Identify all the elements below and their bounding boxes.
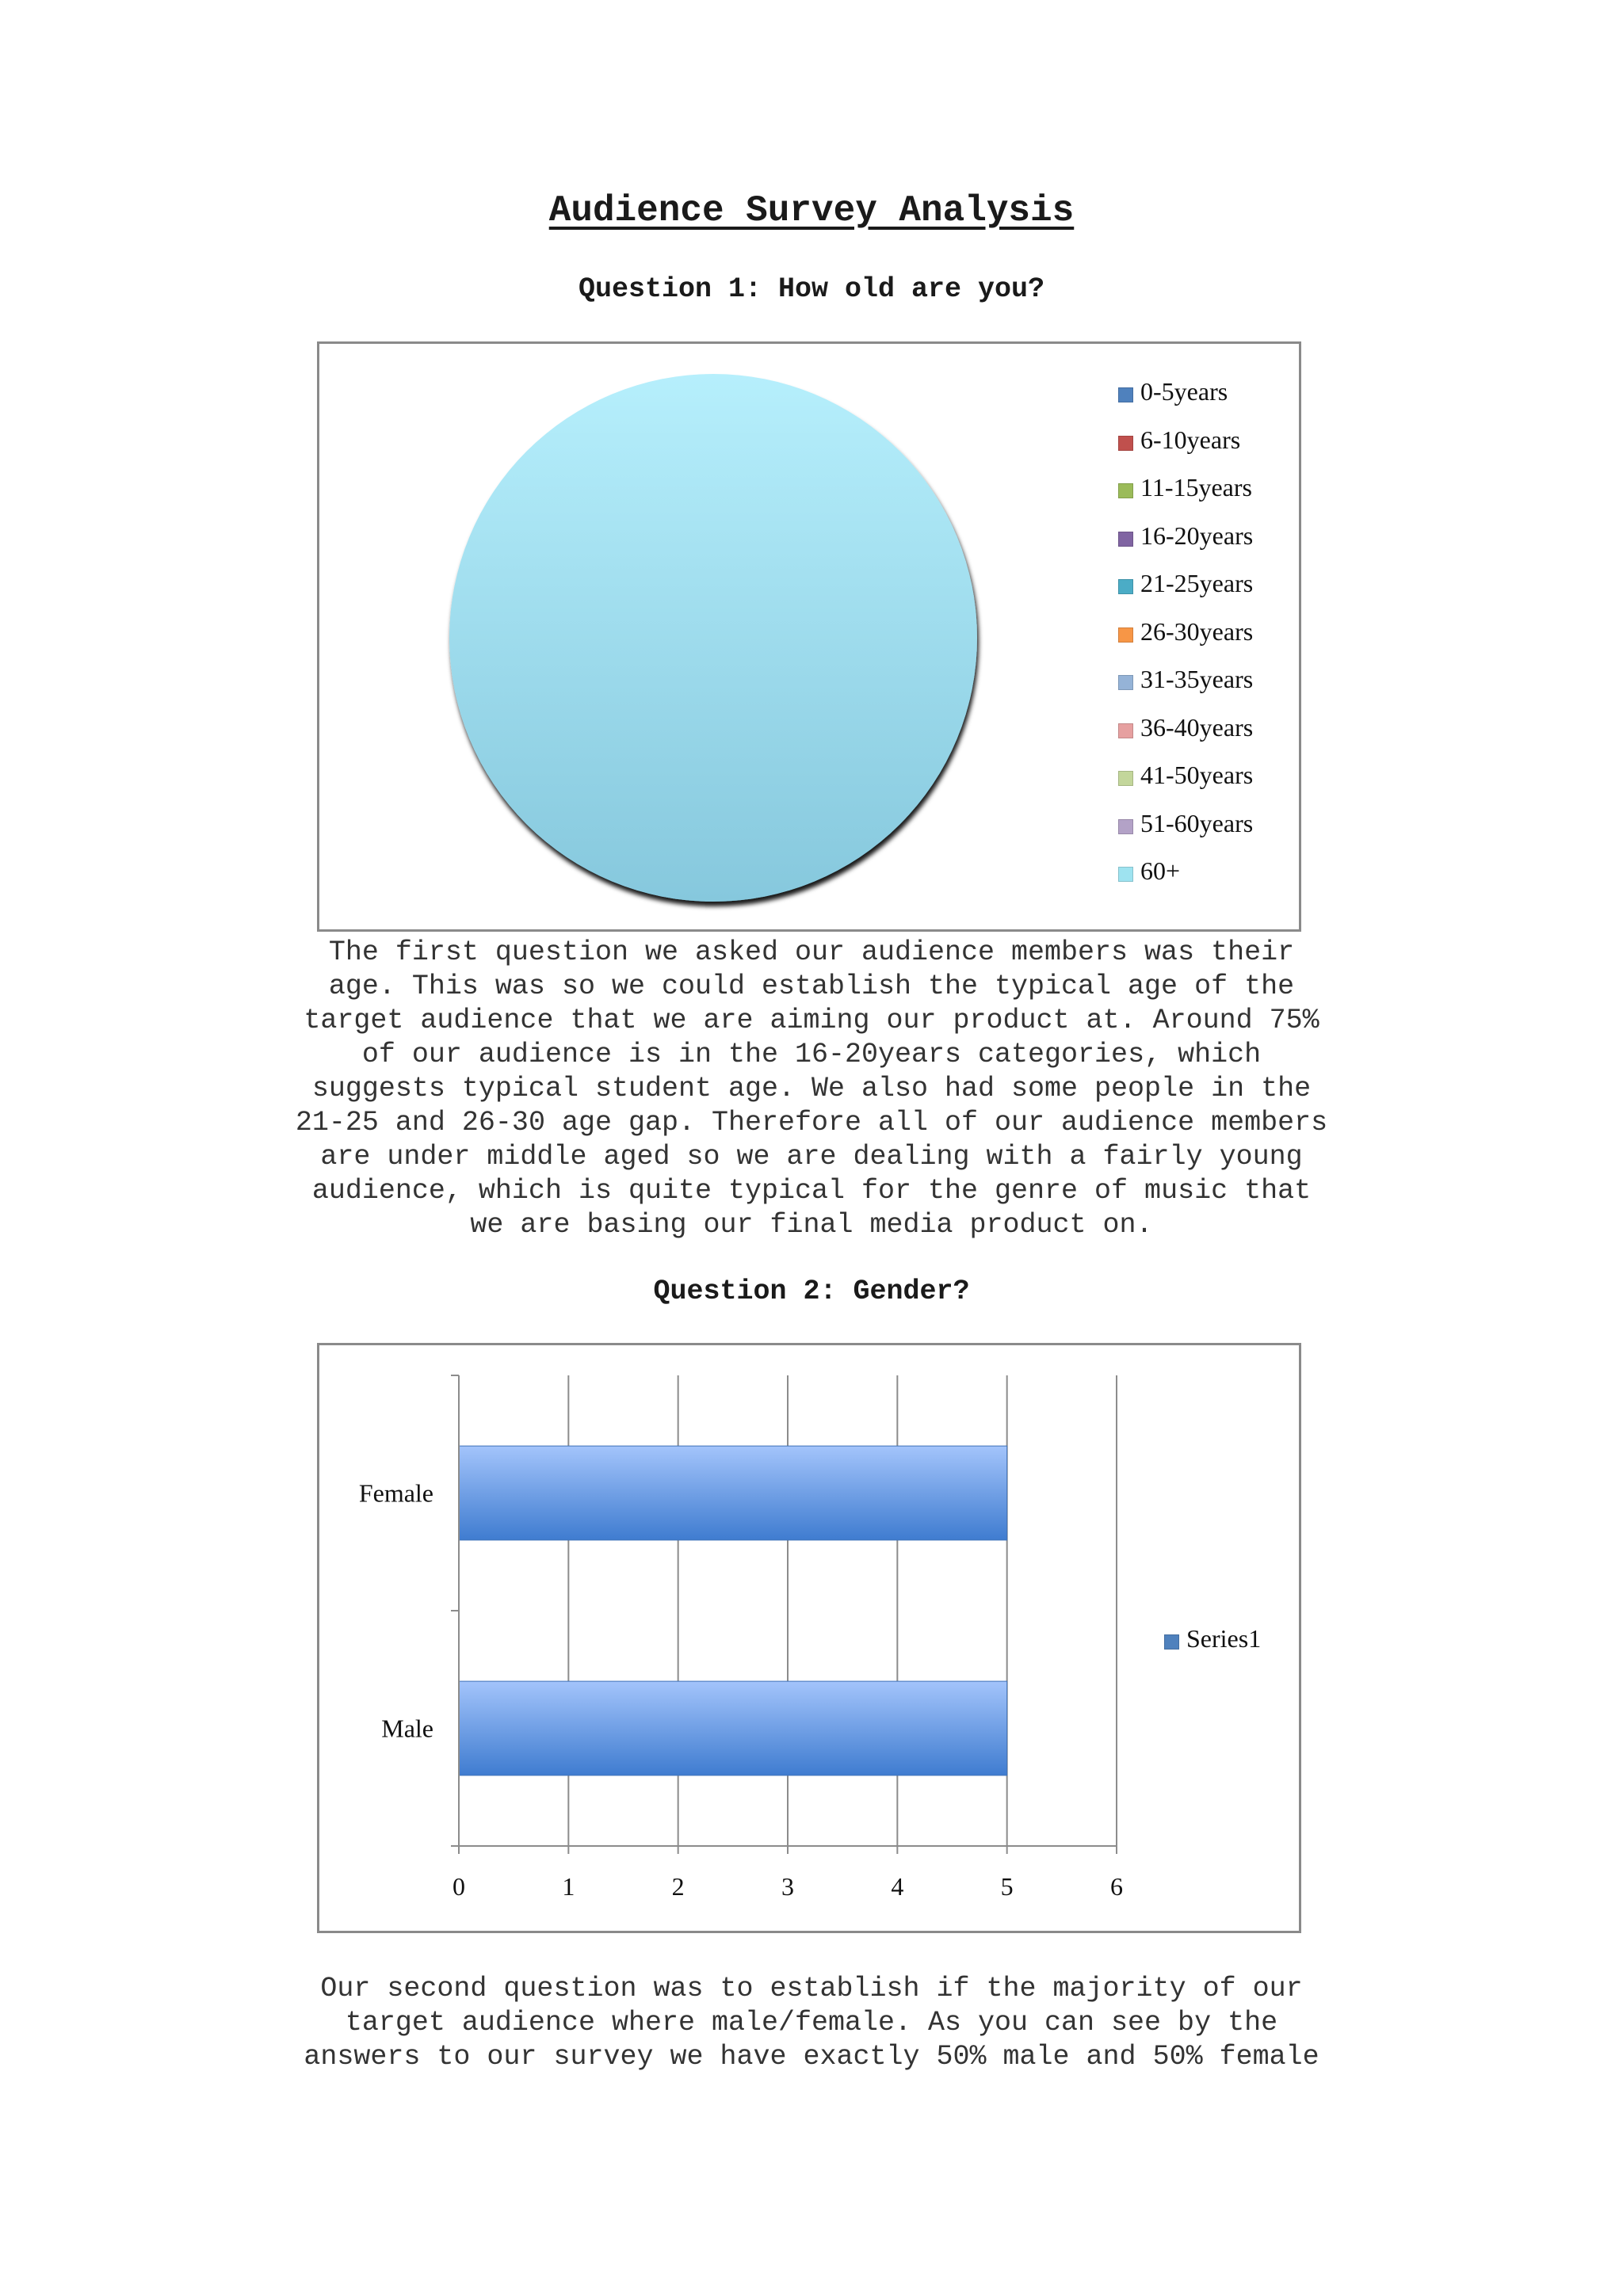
- pie-legend-item: [1140, 809, 1253, 838]
- pie-legend-item: [1140, 569, 1253, 598]
- legend-label: 60+: [1140, 856, 1181, 885]
- legend-label: 0-5years: [1140, 377, 1228, 406]
- legend-label: 11-15years: [1140, 473, 1252, 502]
- pie-legend-item: [1140, 425, 1240, 455]
- pie-legend-item: [1140, 713, 1253, 742]
- x-tick-label: 4: [891, 1872, 904, 1901]
- legend-swatch: [1118, 675, 1133, 690]
- legend-label: 6-10years: [1140, 425, 1241, 454]
- legend-label: 41-50years: [1140, 761, 1254, 789]
- question-2-paragraph: Our second question was to establish if the majority of our target audience where male/female. As you can see by the answers to our survey we have exactly 50% male and 50% female: [304, 1973, 1319, 2073]
- x-tick-label: 1: [562, 1872, 575, 1901]
- legend-swatch: [1118, 532, 1133, 547]
- legend-swatch: [1118, 771, 1133, 786]
- question-1-heading: Question 1: How old are you?: [578, 273, 1045, 305]
- legend-label: 26-30years: [1140, 616, 1254, 646]
- x-tick-label: 0: [453, 1872, 465, 1901]
- pie-legend-item: [1140, 761, 1253, 790]
- legend-swatch: [1118, 579, 1133, 594]
- x-tick-label: 2: [671, 1872, 685, 1901]
- x-tick-label: 3: [781, 1872, 794, 1901]
- x-tick-label: 5: [1000, 1872, 1014, 1901]
- legend-label: 51-60years: [1140, 808, 1254, 837]
- legend-swatch: [1118, 387, 1133, 402]
- x-tick-label: 6: [1110, 1872, 1123, 1901]
- bar-plot-area: [319, 1345, 1299, 1931]
- question-2-heading: Question 2: Gender?: [653, 1276, 970, 1307]
- y-category-label: Female: [358, 1478, 433, 1508]
- legend-label: Series1: [1186, 1624, 1262, 1653]
- legend-swatch: [1118, 723, 1133, 738]
- pie-legend-item: [1140, 473, 1252, 502]
- pie-legend-item: [1140, 377, 1228, 406]
- pie-legend-item: [1140, 617, 1253, 646]
- legend-label: 16-20years: [1140, 521, 1254, 550]
- legend-label: 21-25years: [1140, 569, 1254, 597]
- age-pie-chart: [317, 341, 1301, 932]
- pie-legend-item: [1140, 521, 1253, 551]
- legend-label: 36-40years: [1140, 712, 1254, 742]
- bar-male: [459, 1681, 1007, 1775]
- pie-slice-60-: [449, 374, 977, 902]
- pie-legend-item: [1140, 856, 1180, 886]
- legend-swatch: [1164, 1634, 1179, 1650]
- bar-legend-item: [1186, 1624, 1261, 1653]
- y-category-label: Male: [381, 1714, 433, 1743]
- question-1-paragraph: The first question we asked our audience members was their age. This was so we could establish the typical age of the target audience that we are aiming our product at. Around 75% of our audience is in the 16-20years categories, which suggests typical student age. We also had some people in the 21-25 and 26-30 age gap. Therefore all of our audience members are under middle aged so we are dealing with a fairly young audience, which is quite typical for the genre of music that we are basing our final media product on.: [295, 936, 1328, 1241]
- page-title: Audience Survey Analysis: [548, 190, 1075, 231]
- bar-female: [459, 1446, 1007, 1540]
- gender-bar-chart: [317, 1343, 1301, 1933]
- legend-swatch: [1118, 627, 1133, 643]
- legend-swatch: [1118, 819, 1133, 834]
- legend-label: 31-35years: [1140, 665, 1254, 693]
- pie-legend-item: [1140, 665, 1253, 694]
- legend-swatch: [1118, 436, 1133, 451]
- legend-swatch: [1118, 867, 1133, 882]
- legend-swatch: [1118, 483, 1133, 498]
